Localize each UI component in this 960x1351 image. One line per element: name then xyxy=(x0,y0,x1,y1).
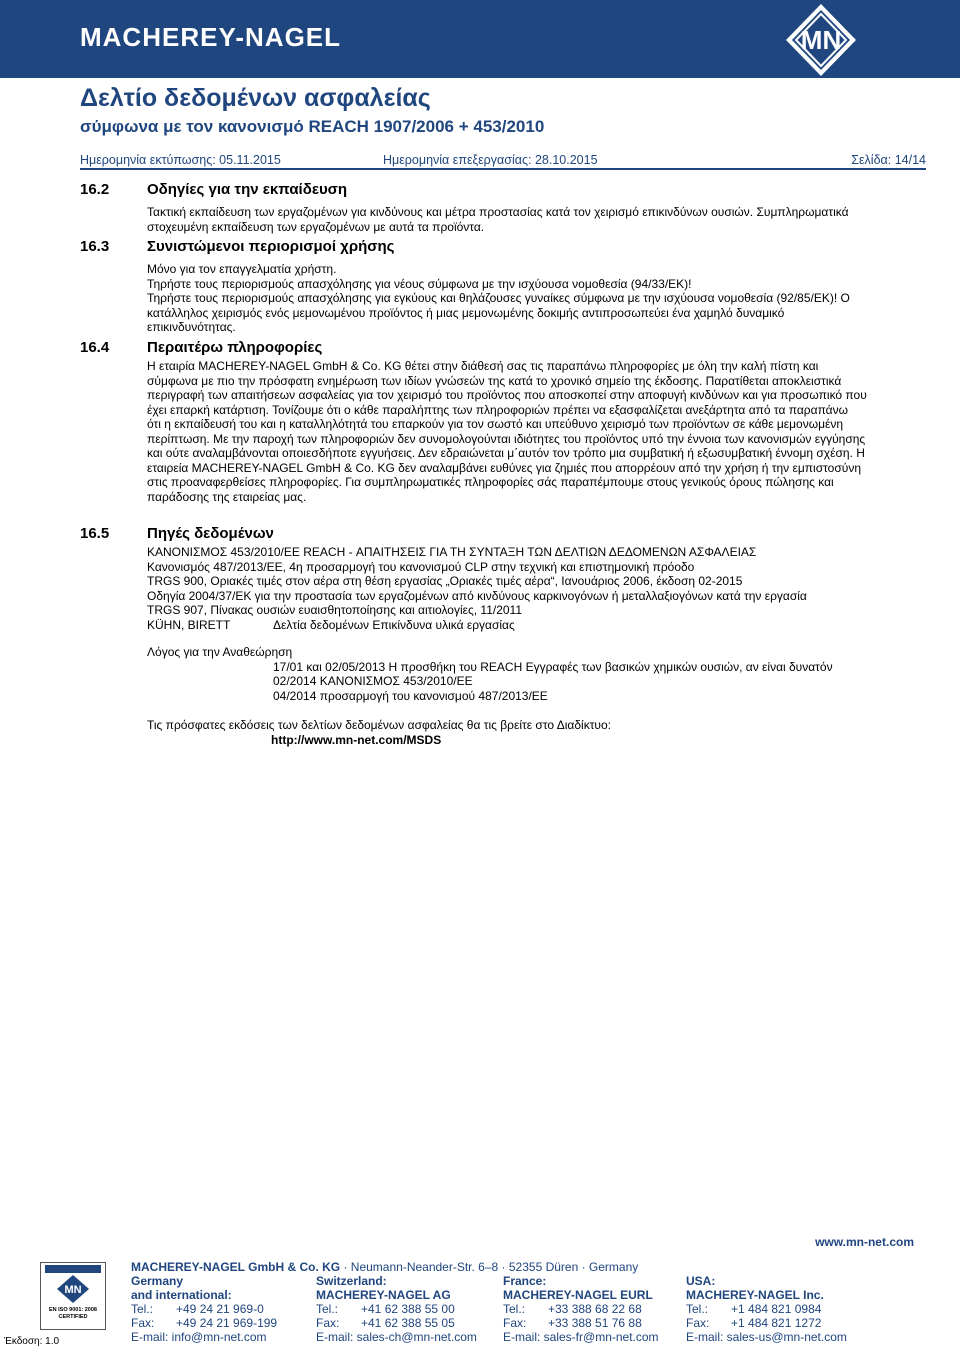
email[interactable]: E-mail: sales-ch@mn-net.com xyxy=(316,1330,477,1344)
contact-subheading: MACHEREY-NAGEL Inc. xyxy=(686,1288,824,1302)
revision-item: 17/01 και 02/05/2013 Η προσθήκη του REACH Εγγραφές των βασικών χημικών ουσιών, αν είναι δυνατόν xyxy=(273,659,833,674)
section-text-line: Η εταιρία MACHEREY-NAGEL GmbH & Co. KG θέτει στην διάθεσή σας τις παραπάνω πληροφορίες με όλη την καλή πίστη και xyxy=(147,359,819,373)
mn-logo-text: MN xyxy=(800,25,842,55)
latest-versions-text: Τις πρόσφατες εκδόσεις των δελτίων δεδομένων ασφαλείας θα τις βρείτε στο Διαδίκτυο: xyxy=(147,718,612,732)
fax-number: +41 62 388 55 05 xyxy=(361,1316,455,1330)
header-divider xyxy=(80,168,926,170)
footer-contact-france xyxy=(503,1274,659,1344)
footer-contact-switzerland xyxy=(316,1274,477,1344)
footer-address: · Neumann-Neander-Str. 6–8 · 52355 Düren · Germany xyxy=(340,1260,639,1274)
source-line: TRGS 907, Πίνακας ουσιών ευαισθητοποίησης και αιτιολογίες, 11/2011 xyxy=(147,603,523,617)
footer-website[interactable]: www.mn-net.com xyxy=(815,1235,914,1249)
section-text-line: Τακτική εκπαίδευση των εργαζομένων για κινδύνους και μέτρα προστασίας κατά τον χειρισμό επικινδύνων ουσιών. Συμπληρωματικά xyxy=(147,205,849,219)
email[interactable]: E-mail: sales-us@mn-net.com xyxy=(686,1330,847,1344)
section-text-line: Τηρήστε τους περιορισμούς απασχόλησης για εγκύους και θηλάζουσες γυναίκες σύμφωνα με την ισχύουσα νομοθεσία (92/85/ΕΚ)! Ο xyxy=(147,291,850,305)
msds-link[interactable]: http://www.mn-net.com/MSDS xyxy=(271,733,442,747)
iso-certification-badge xyxy=(40,1262,106,1330)
source-kuehn-label: KÜHN, BIRETT xyxy=(147,617,231,632)
print-date: Ημερομηνία εκτύπωσης: 05.11.2015 xyxy=(80,153,281,167)
section-text-line: σύμφωνα με πιο την πρόσφατη ενημέρωση των ιδίων γνώσεών της κατά το χρονικό σημείο της έκδοσης. Παρατίθεται αποκλειστικά xyxy=(147,373,842,388)
section-text-line: παράδοσης της εταιρείας μας. xyxy=(147,489,307,504)
section-text-line: στις προαναφερθείσες πληροφορίες. Για συμπληρωματικές πληροφορίες σάς παραπέμπουμε στους γενικούς όρους πώλησης και xyxy=(147,475,834,489)
fax-label: Fax: xyxy=(686,1316,710,1330)
section-title: Οδηγίες για την εκπαίδευση xyxy=(147,181,348,198)
revision-item: 04/2014 προσαρμογή του κανονισμού 487/2013/ΕΕ xyxy=(273,688,548,703)
section-text-line: στοχευμένη εκπαίδευση των εργαζομένων με αυτά τα προϊόντα. xyxy=(147,219,485,234)
source-line: ΚΑΝΟΝΙΣΜΟΣ 453/2010/ΕΕ REACH - ΑΠΑΙΤΗΣΕΙΣ ΓΙΑ ΤΗ ΣΥΝΤΑΞΗ ΤΩΝ ΔΕΛΤΙΩΝ ΔΕΔΟΜΕΝΩΝ ΑΣΦΑΛΕΙΑΣ xyxy=(147,545,757,559)
fax-number: +1 484 821 1272 xyxy=(731,1316,822,1330)
footer-contact-germany xyxy=(131,1274,277,1344)
tel-number: +33 388 68 22 68 xyxy=(548,1302,642,1316)
fax-label: Fax: xyxy=(503,1316,527,1330)
contact-heading: France: xyxy=(503,1274,547,1288)
source-line: Κανονισμός 487/2013/ΕΕ, 4η προσαρμογή του κανονισμού CLP στην τεχνική και επιστημονική πρόοδο xyxy=(147,559,695,574)
document-title: Δελτίο δεδομένων ασφαλείας xyxy=(80,84,431,112)
section-text-line: έχει επαρκή κατάρτιση. Τονίζουμε ότι ο κάθε παραλήπτης των πληροφοριών πρέπει να εξασφαλίζεται ανεξάρτητα από τα παραπάνω xyxy=(147,402,848,417)
tel-number: +49 24 21 969-0 xyxy=(176,1302,264,1316)
tel-label: Tel.: xyxy=(316,1302,339,1316)
mn-small-logo xyxy=(45,1265,101,1305)
source-kuehn-value: Δελτία δεδομένων Επικίνδυνα υλικά εργασίας xyxy=(273,617,515,632)
fax-label: Fax: xyxy=(131,1316,155,1330)
fax-label: Fax: xyxy=(316,1316,340,1330)
revision-label: Λόγος για την Αναθεώρηση xyxy=(147,645,293,659)
footer-contact-usa xyxy=(686,1274,847,1344)
source-line: TRGS 900, Οριακές τιμές στον αέρα στη θέση εργασίας „Οριακές τιμές αέρα“, Ιανουάριος 2006, έκδοση 02-2015 xyxy=(147,574,743,588)
tel-label: Tel.: xyxy=(686,1302,709,1316)
section-text-line: περίπτωση. Με την παροχή των πληροφοριών δεν συνομολογούνται ιδιότητες του προϊόντος υπό την έννοια των κανονισμών εγγύησης xyxy=(147,431,866,446)
contact-subheading: MACHEREY-NAGEL EURL xyxy=(503,1288,653,1302)
fax-number: +33 388 51 76 88 xyxy=(548,1316,642,1330)
footer-company-address xyxy=(131,1260,638,1274)
mn-logo xyxy=(782,2,860,78)
document-subtitle: σύμφωνα με τον κανονισμό REACH 1907/2006 + 453/2010 xyxy=(80,117,545,136)
section-text-line: εταιρεία MACHEREY-NAGEL GmbH & Co. KG δεν αναλαμβάνει ευθύνες για ζημιές που απορρέουν από την χρήση ή την εμπιστοσύνη xyxy=(147,460,861,475)
section-text-line: ότι η εκπαίδευσή του και η καταλληλότητά του επαρκούν για τον σωστό και υπεύθυνο χειρισμό των προϊόντων σε κάθε μεμονωμένη xyxy=(147,417,844,431)
tel-label: Tel.: xyxy=(503,1302,526,1316)
footer-company-name: MACHEREY-NAGEL GmbH & Co. KG xyxy=(131,1260,341,1274)
section-title: Συνιστώμενοι περιορισμοί χρήσης xyxy=(147,238,395,255)
tel-number: +41 62 388 55 00 xyxy=(361,1302,455,1316)
section-text-line: επικινδυνότητας. xyxy=(147,320,236,334)
contact-subheading: MACHEREY-NAGEL AG xyxy=(316,1288,451,1302)
section-text-line: Τηρήστε τους περιορισμούς απασχόλησης για νέους σύμφωνα με την ισχύουσα νομοθεσία (94/33/ΕΚ)! xyxy=(147,276,692,291)
page-number: Σελίδα: 14/14 xyxy=(851,153,926,167)
section-title: Πηγές δεδομένων xyxy=(147,525,274,542)
section-number: 16.3 xyxy=(80,238,110,255)
section-text-line: Μόνο για τον επαγγελματία χρήστη. xyxy=(147,262,337,276)
section-text-line: περιγραφή των απαιτήσεων ασφαλείας για τον χειρισμό του προϊόντος που αποσκοπεί στην αποφυγή κινδύνων και για προσωπικό που xyxy=(147,388,867,402)
contact-heading: Switzerland: xyxy=(316,1274,387,1288)
tel-label: Tel.: xyxy=(131,1302,154,1316)
source-line: Οδηγία 2004/37/ΕΚ για την προστασία των εργαζομένων από κινδύνους καρκινογόνων ή μεταλλαξιογόνων κατά την εργασία xyxy=(147,588,807,603)
fax-number: +49 24 21 969-199 xyxy=(176,1316,278,1330)
section-text-line: και ούτε αναλαμβάνονται οποιεσδήποτε εγγυήσεις. Δεν εδραιώνεται μ΄αυτόν τον τρόπο μια συμβατική ή εξωσυμβατική έννομη σχέση. Η xyxy=(147,446,865,460)
email[interactable]: E-mail: info@mn-net.com xyxy=(131,1330,267,1344)
tel-number: +1 484 821 0984 xyxy=(731,1302,822,1316)
contact-subheading: and international: xyxy=(131,1288,232,1302)
contact-heading: USA: xyxy=(686,1274,716,1288)
revision-item: 02/2014 ΚΑΝΟΝΙΣΜΟΣ 453/2010/ΕΕ xyxy=(273,674,473,688)
email[interactable]: E-mail: sales-fr@mn-net.com xyxy=(503,1330,659,1344)
section-title: Περαιτέρω πληροφορίες xyxy=(147,339,323,356)
section-number: 16.2 xyxy=(80,181,110,198)
version-label: Έκδοση: 1.0 xyxy=(4,1336,60,1347)
section-number: 16.5 xyxy=(80,525,110,542)
section-text-line: κατάλληλος χειρισμός ενός μεμονωμένου προϊόντος ή μιας μεμονωμένης δοκιμής αντιπροσωπεύει ένα χαμηλό δυναμικό xyxy=(147,305,785,320)
iso-text: EN ISO 9001: 2008 xyxy=(48,1307,97,1313)
contact-heading: Germany xyxy=(131,1274,184,1288)
svg-text:MN: MN xyxy=(64,1284,82,1296)
section-number: 16.4 xyxy=(80,339,110,356)
certified-text: CERTIFIED xyxy=(58,1314,88,1320)
brand-name: MACHEREY-NAGEL xyxy=(80,22,342,52)
edit-date: Ημερομηνία επεξεργασίας: 28.10.2015 xyxy=(383,153,598,167)
